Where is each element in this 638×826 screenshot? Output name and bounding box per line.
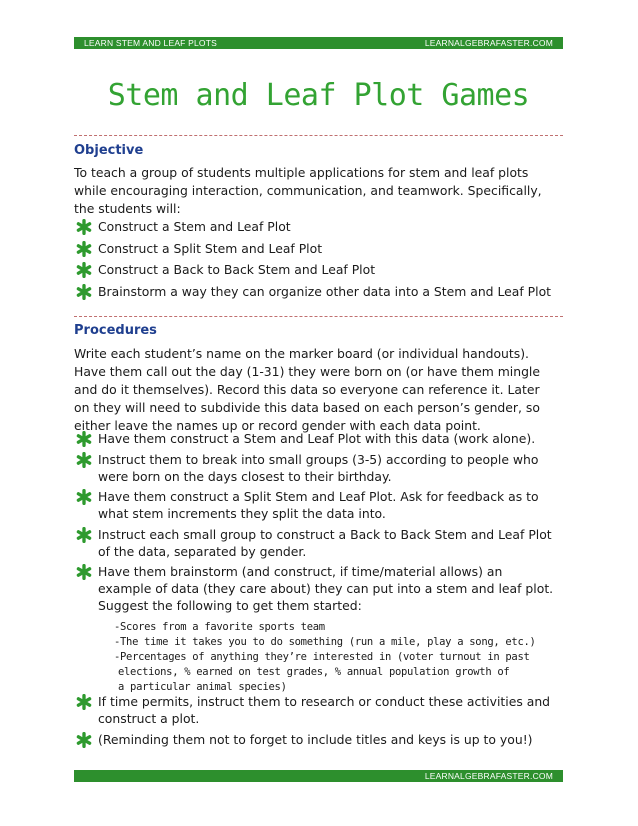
asterisk-icon	[76, 219, 92, 235]
suggestion-item: -Percentages of anything they’re interested in (voter turnout in past	[114, 651, 530, 663]
procedures-intro-line: and do it themselves). Record this data so everyone can reference it. Later	[74, 382, 540, 397]
asterisk-icon	[76, 564, 92, 580]
procedures-list-continued	[74, 693, 563, 751]
list-item-line: Construct a Back to Back Stem and Leaf Plot	[98, 262, 376, 277]
list-item-line: example of data (they care about) they can put into a stem and leaf plot.	[98, 581, 554, 596]
objective-heading: Objective	[74, 143, 144, 158]
procedures-intro-line: Have them call out the day (1-31) they were born on (or have them mingle	[74, 364, 540, 379]
list-item-line: Construct a Stem and Leaf Plot	[98, 219, 291, 234]
suggestions-list	[114, 620, 554, 695]
list-item-line: Brainstorm a way they can organize other data into a Stem and Leaf Plot	[98, 283, 552, 299]
objective-intro-line: the students will:	[74, 201, 181, 216]
procedures-heading: Procedures	[74, 323, 157, 338]
footer-bar	[74, 770, 563, 782]
list-item-line: construct a plot.	[98, 711, 200, 726]
objective-list	[74, 218, 563, 304]
list-item-line: Instruct each small group to construct a Back to Back Stem and Leaf Plot	[98, 526, 552, 542]
asterisk-icon	[76, 284, 92, 300]
list-item	[74, 488, 563, 522]
objective-intro-line: while encouraging interaction, communication, and teamwork. Specifically,	[74, 183, 542, 198]
asterisk-icon	[76, 489, 92, 505]
list-item-line: (Reminding them not to forget to include titles and keys is up to you!)	[98, 731, 533, 747]
header-right-text: LEARNALGEBRAFASTER.COM	[424, 38, 553, 48]
procedures-intro-line: either leave the names up or record gender with each data point.	[74, 418, 481, 433]
procedures-list	[74, 430, 563, 618]
list-item-line: Instruct them to break into small groups (3-5) according to people who	[98, 451, 539, 467]
asterisk-icon	[76, 452, 92, 468]
header-bar	[74, 37, 563, 49]
asterisk-icon	[76, 262, 92, 278]
list-item-line: Construct a Split Stem and Leaf Plot	[98, 240, 323, 256]
list-item	[74, 731, 563, 748]
list-item	[74, 283, 563, 300]
divider-top	[74, 135, 563, 136]
list-item-line: of the data, separated by gender.	[98, 543, 307, 559]
list-item-line: were born on the days closest to their birthday.	[98, 468, 392, 484]
page-title: Stem and Leaf Plot Games	[107, 78, 530, 113]
suggestion-item: -The time it takes you to do something (run a mile, play a song, etc.)	[114, 636, 536, 648]
asterisk-icon	[76, 431, 92, 447]
list-item	[74, 693, 563, 727]
list-item-line: Have them construct a Split Stem and Leaf Plot. Ask for feedback as to	[98, 489, 539, 504]
list-item-line: what stem increments they split the data into.	[98, 506, 386, 521]
suggestion-item: elections, % earned on test grades, % annual population growth of	[118, 666, 510, 678]
list-item-line: Suggest the following to get them started:	[98, 598, 362, 613]
asterisk-icon	[76, 241, 92, 257]
procedures-intro-line: on they will need to subdivide this data based on each person’s gender, so	[74, 400, 540, 415]
asterisk-icon	[76, 527, 92, 543]
objective-intro	[74, 164, 563, 218]
list-item	[74, 563, 563, 614]
asterisk-icon	[76, 732, 92, 748]
objective-intro-line: To teach a group of students multiple applications for stem and leaf plots	[74, 165, 529, 180]
footer-right-text: LEARNALGEBRAFASTER.COM	[424, 771, 553, 781]
list-item	[74, 218, 563, 235]
procedures-intro	[74, 345, 563, 435]
list-item-line: Have them brainstorm (and construct, if time/material allows) an	[98, 564, 503, 579]
asterisk-icon	[76, 694, 92, 710]
list-item-line: If time permits, instruct them to research or conduct these activities and	[98, 694, 551, 709]
divider-middle	[74, 316, 563, 317]
list-item	[74, 430, 563, 447]
list-item	[74, 240, 563, 257]
procedures-intro-line: Write each student’s name on the marker board (or individual handouts).	[74, 346, 529, 361]
list-item	[74, 451, 563, 485]
suggestion-item: a particular animal species)	[118, 681, 287, 693]
list-item-line: Have them construct a Stem and Leaf Plot with this data (work alone).	[98, 431, 536, 446]
list-item	[74, 526, 563, 560]
suggestion-item: -Scores from a favorite sports team	[114, 621, 325, 633]
header-left-text: LEARN STEM AND LEAF PLOTS	[84, 38, 218, 48]
list-item	[74, 261, 563, 278]
